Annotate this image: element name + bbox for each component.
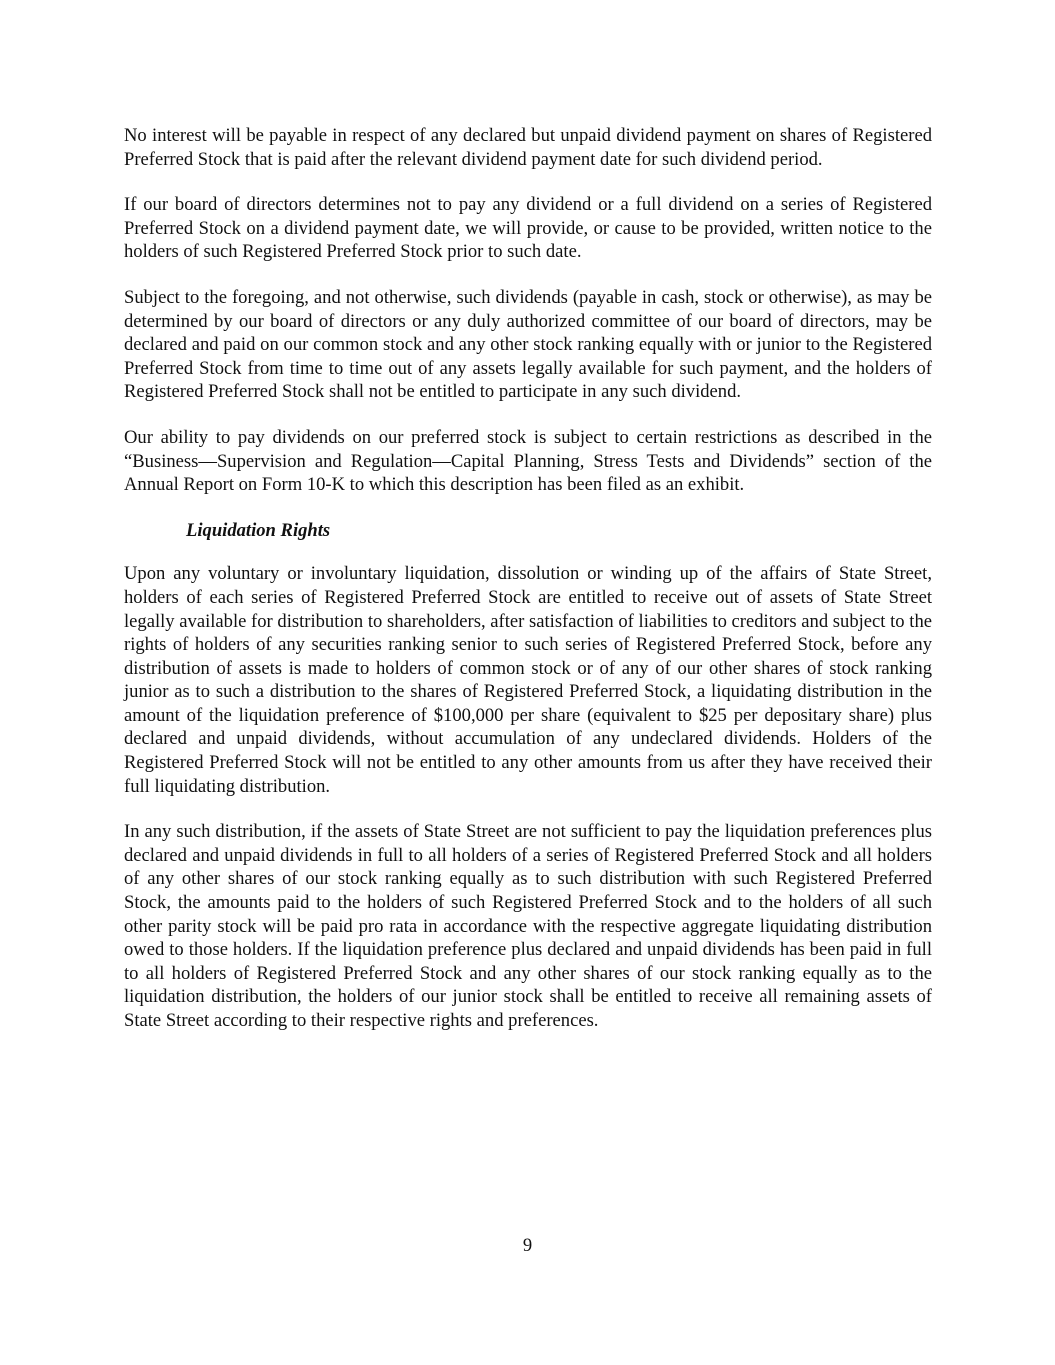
section-heading-liquidation-rights: Liquidation Rights — [186, 519, 331, 541]
paragraph-liquidation-entitlement: Upon any voluntary or involuntary liquidation, dissolution or winding up of the affairs of State Street, holders of each series of Registered Preferred Stock are entitled to receive out of assets of State Street legally available for distribution to shareholders, after satisfaction of liabilities to creditors and subject to the rights of holders of any securities ranking senior to such series of Registered Preferred Stock, before any distribution of assets is made to holders of common stock or of any of our other shares of stock ranking junior as to such a distribution to the shares of Registered Preferred Stock, a liquidating distribution in the amount of the liquidation preference of $100,000 per share (equivalent to $25 per depositary share) plus declared and unpaid dividends, without accumulation of any undeclared dividends. Holders of the Registered Preferred Stock will not be entitled to any other amounts from us after they have received their full liquidating distribution. — [124, 563, 932, 797]
page-number: 9 — [522, 1235, 533, 1256]
paragraph-dividend-notice: If our board of directors determines not to pay any dividend or a full dividend on a series of Registered Preferred Stock on a dividend payment date, we will provide, or cause to be provided, written notice to the holders of such Registered Preferred Stock prior to such date. — [124, 194, 932, 263]
paragraph-liquidation-distribution: In any such distribution, if the assets of State Street are not sufficient to pay the liquidation preferences plus declared and unpaid dividends in full to all holders of a series of Registered Preferred Stock and all holders of any other shares of our stock ranking equally as to such distribution with such Registered Preferred Stock, the amounts paid to the holders of such Registered Preferred Stock and to the holders of all such other parity stock will be paid pro rata in accordance with the respective aggregate liquidating distribution owed to those holders. If the liquidation preference plus declared and unpaid dividends has been paid in full to all holders of Registered Preferred Stock and any other shares of our stock ranking equally as to the liquidation distribution, the holders of our junior stock shall be entitled to receive all remaining assets of State Street according to their respective rights and preferences. — [124, 821, 932, 1031]
paragraph-dividend-restrictions: Our ability to pay dividends on our preferred stock is subject to certain restrictions as described in the “Business—Supervision and Regulation—Capital Planning, Stress Tests and Dividends” section of the Annual Report on Form 10-K to which this description has been filed as an exhibit. — [124, 426, 932, 496]
paragraph-unpaid-dividend-interest: No interest will be payable in respect of any declared but unpaid dividend payment on shares of Registered Preferred Stock that is paid after the relevant dividend payment date for such dividend period. — [124, 125, 932, 170]
document-body — [124, 124, 932, 1055]
paragraph-dividend-declaration: Subject to the foregoing, and not otherwise, such dividends (payable in cash, stock or otherwise), as may be determined by our board of directors or any duly authorized committee of our board of directors, may be declared and paid on our common stock and any other stock ranking equally with or junior to the Registered Preferred Stock from time to time out of any assets legally available for such payment, and the holders of Registered Preferred Stock shall not be entitled to participate in any such dividend. — [124, 286, 932, 403]
